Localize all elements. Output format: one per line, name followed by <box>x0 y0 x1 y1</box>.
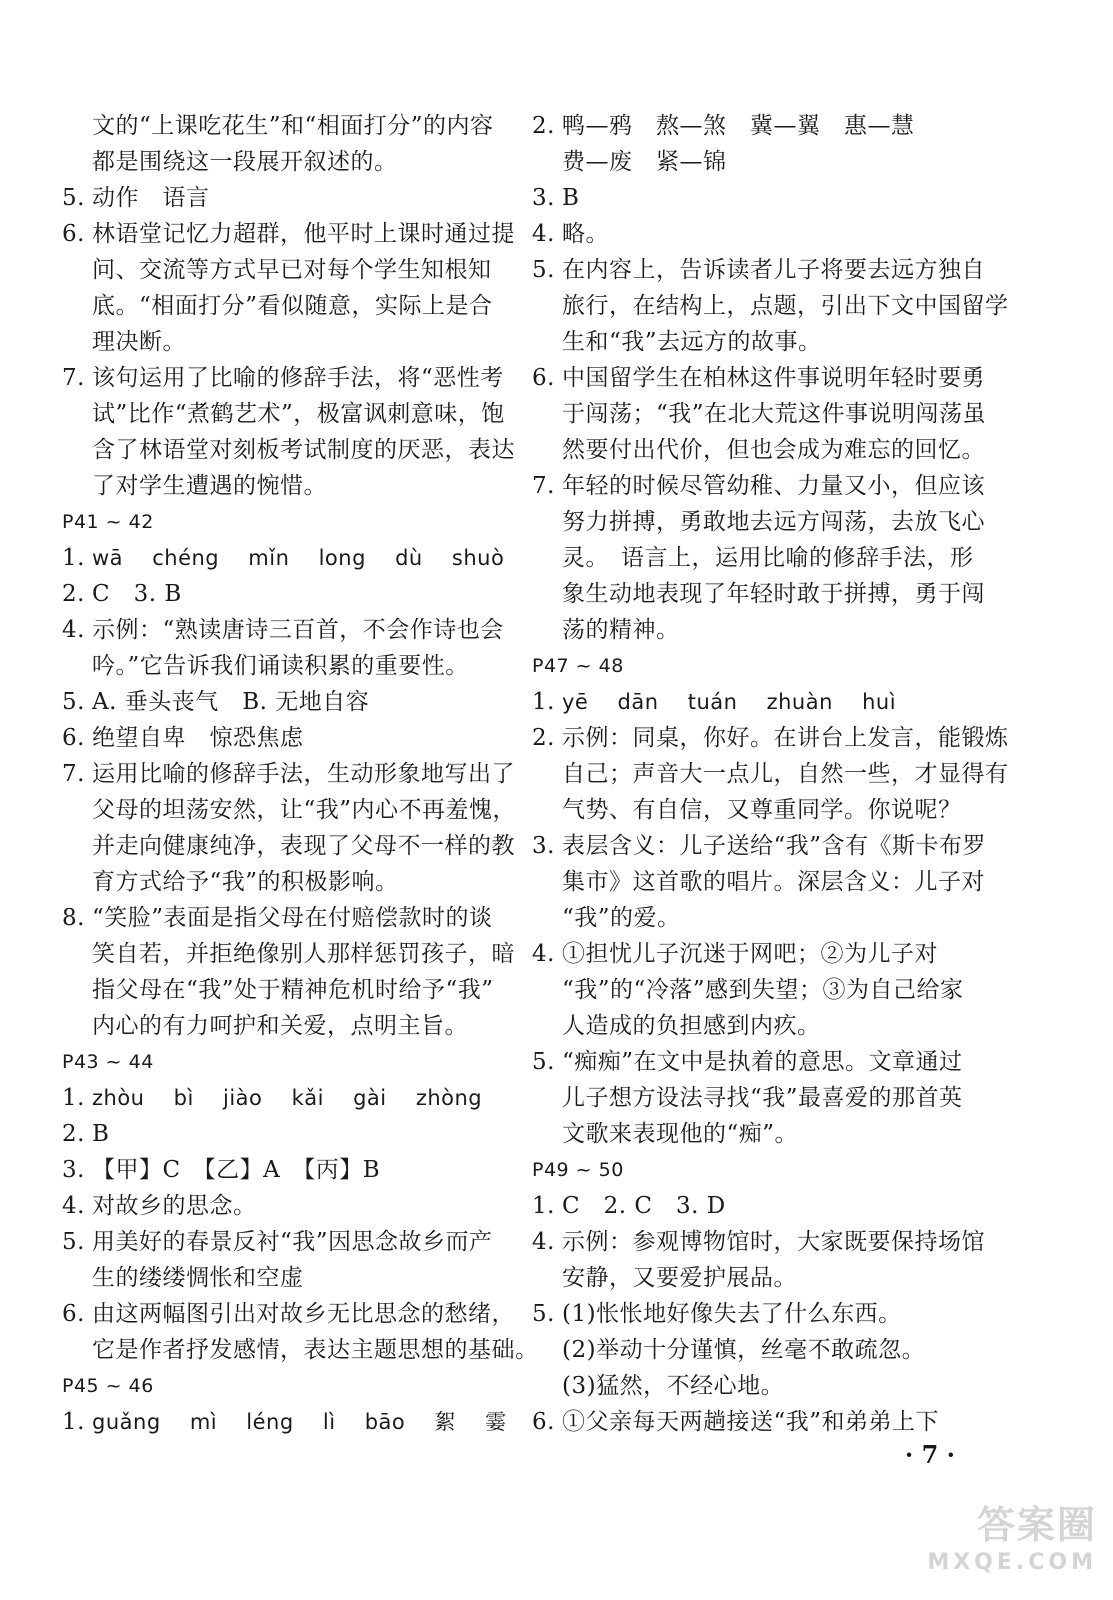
answer-text: wā chéng mǐn long dù shuò <box>92 546 505 570</box>
answer-continuation: 理决断。 <box>92 329 186 355</box>
question-number: 5. <box>532 257 555 283</box>
answer-item <box>532 828 987 864</box>
answer-text: A. 垂头丧气 B. 无地自容 <box>92 689 370 715</box>
question-number: 5. <box>62 1229 85 1255</box>
question-number: 4. <box>62 1193 85 1219</box>
left-column <box>62 108 539 1440</box>
answer-text: guǎng mì léng lì bāo 絮 霎 <box>92 1410 507 1434</box>
answer-item <box>532 252 985 288</box>
question-number: 2. <box>532 113 555 139</box>
question-number: 1. <box>62 545 85 571</box>
section-heading: P45 ~ 46 <box>62 1375 154 1397</box>
question-number: 6. <box>62 725 85 751</box>
answer-item <box>62 900 522 936</box>
question-number: 5. <box>62 185 85 211</box>
answer-continuation: 试”比作“煮鹤艺术”，极富讽刺意味，饱 <box>92 401 505 427</box>
watermark-sub: MXQE.COM <box>927 1550 1097 1575</box>
question-number: 6. <box>62 1301 85 1327</box>
answer-continuation: “我”的爱。 <box>562 905 681 931</box>
answer-continuation: 集市》这首歌的唱片。深层含义：儿子对 <box>562 869 985 895</box>
question-number: 1. <box>62 1409 85 1435</box>
question-number: 2. <box>62 581 85 607</box>
section-heading: P47 ~ 48 <box>532 655 624 677</box>
answer-text: “笑脸”表面是指父母在付赔偿款时的谈 <box>92 905 493 931</box>
page-number: · 7 · <box>904 1440 955 1469</box>
question-number: 7. <box>62 761 85 787</box>
answer-item <box>62 684 522 720</box>
answer-item <box>532 360 985 396</box>
answer-item <box>532 1188 972 1224</box>
answer-item <box>62 1188 522 1224</box>
answer-continuation: 灵。 语言上，运用比喻的修辞手法，形 <box>562 545 974 571</box>
answer-text: ①父亲每天两趟接送“我”和弟弟上下 <box>562 1409 940 1435</box>
answer-item <box>532 720 1009 756</box>
answer-continuation: 它是作者抒发感情，表达主题思想的基础。 <box>92 1337 539 1363</box>
question-number: 2. <box>532 725 555 751</box>
answer-continuation: 都是围绕这一段展开叙述的。 <box>92 149 398 175</box>
answer-item <box>62 216 522 252</box>
section-heading: P49 ~ 50 <box>532 1159 624 1181</box>
answer-text: 由这两幅图引出对故乡无比思念的愁绪， <box>92 1301 515 1327</box>
answer-continuation: 自己；声音大一点儿，自然一些，才显得有 <box>562 761 1009 787</box>
answer-text: yē dān tuán zhuàn huì <box>562 690 897 714</box>
answer-continuation: 笑自若，并拒绝像别人那样惩罚孩子，暗 <box>92 941 515 967</box>
answer-continuation: 底。“相面打分”看似随意，实际上是合 <box>92 293 493 319</box>
answer-text: 该句运用了比喻的修辞手法，将“恶性考 <box>92 365 504 391</box>
answer-text: 略。 <box>562 221 609 247</box>
answer-text: 鸭—鸦 熬—煞 冀—翼 惠—慧 <box>562 113 915 139</box>
question-number: 3. <box>62 1157 85 1183</box>
answer-text: zhòu bì jiào kǎi gài zhòng <box>92 1086 483 1110</box>
answer-text: C 3. B <box>92 581 182 607</box>
answer-item <box>62 1152 522 1188</box>
pinyin-answer <box>62 540 522 576</box>
answer-item <box>62 1116 522 1152</box>
question-number: 3. <box>532 185 555 211</box>
answer-continuation: 指父母在“我”处于精神危机时给予“我” <box>92 977 494 1003</box>
answer-item <box>62 756 522 792</box>
answer-continuation: 并走向健康纯净，表现了父母不一样的教 <box>92 833 515 859</box>
question-number: 6. <box>62 221 85 247</box>
answer-continuation: 育方式给予“我”的积极影响。 <box>92 869 399 895</box>
question-number: 4. <box>532 1229 555 1255</box>
question-number: 1. <box>62 1085 85 1111</box>
answer-item <box>532 1296 972 1332</box>
answer-text: 用美好的春景反衬“我”因思念故乡而产 <box>92 1229 493 1255</box>
answer-continuation: 象生动地表现了年轻时敢于拼搏，勇于闯 <box>562 581 985 607</box>
question-number: 2. <box>62 1121 85 1147</box>
answer-continuation: 内心的有力呵护和关爱，点明主旨。 <box>92 1013 468 1039</box>
section-heading: P41 ~ 42 <box>62 511 154 533</box>
question-number: 8. <box>62 905 85 931</box>
answer-continuation: 生和“我”去远方的故事。 <box>562 329 822 355</box>
answer-continuation: 于闯荡；“我”在北大荒这件事说明闯荡虽 <box>562 401 987 427</box>
answer-item <box>532 1224 985 1260</box>
watermark-logo <box>927 1503 1097 1582</box>
question-number: 7. <box>62 365 85 391</box>
answer-text: 运用比喻的修辞手法，生动形象地写出了 <box>92 761 515 787</box>
question-number: 6. <box>532 365 555 391</box>
answer-item <box>532 1404 972 1440</box>
question-number: 5. <box>532 1301 555 1327</box>
section-heading: P43 ~ 44 <box>62 1051 154 1073</box>
answer-item <box>532 468 985 504</box>
answer-item <box>532 936 972 972</box>
question-number: 1. <box>532 689 555 715</box>
answer-continuation: 气势、有自信，又尊重同学。你说呢？ <box>562 797 962 823</box>
answer-continuation: 生的缕缕惆怅和空虚 <box>92 1265 304 1291</box>
answer-continuation: 人造成的负担感到内疚。 <box>562 1013 821 1039</box>
question-number: 4. <box>532 221 555 247</box>
pinyin-answer <box>532 684 972 720</box>
answer-item <box>532 216 972 252</box>
answer-continuation: 文歌来表现他的“痴”。 <box>562 1121 799 1147</box>
answer-text: 对故乡的思念。 <box>92 1193 257 1219</box>
answer-text: B <box>92 1121 110 1147</box>
answer-item <box>62 612 522 648</box>
answer-text: “痴痴”在文中是执着的意思。文章通过 <box>562 1049 963 1075</box>
answer-continuation: (3)猛然，不经心地。 <box>562 1373 785 1399</box>
question-number: 4. <box>532 941 555 967</box>
answer-text: 示例：“熟读唐诗三百首，不会作诗也会 <box>92 617 504 643</box>
answer-item <box>532 1044 972 1080</box>
answer-continuation: (2)举动十分谨慎，丝毫不敢疏忽。 <box>562 1337 926 1363</box>
question-number: 4. <box>62 617 85 643</box>
answer-text: 表层含义：儿子送给“我”含有《斯卡布罗 <box>562 833 987 859</box>
answer-continuation: 荡的精神。 <box>562 617 680 643</box>
pinyin-answer <box>62 1080 522 1116</box>
answer-continuation: 安静，又要爱护展品。 <box>562 1265 797 1291</box>
answer-text: 年轻的时候尽管幼稚、力量又小，但应该 <box>562 473 985 499</box>
answer-item <box>62 720 522 756</box>
answer-item <box>532 108 972 144</box>
answer-continuation: 然要付出代价，但也会成为难忘的回忆。 <box>562 437 985 463</box>
answer-text: (1)怅怅地好像失去了什么东西。 <box>562 1301 902 1327</box>
answer-continuation: 了对学生遭遇的惋惜。 <box>92 473 327 499</box>
answer-text: B <box>562 185 580 211</box>
answer-continuation: 含了林语堂对刻板考试制度的厌恶，表达 <box>92 437 515 463</box>
question-number: 1. <box>532 1193 555 1219</box>
answer-text: 动作 语言 <box>92 185 210 211</box>
answer-continuation: 努力拼搏，勇敢地去远方闯荡，去放飞心 <box>562 509 985 535</box>
answer-continuation: 文的“上课吃花生”和“相面打分”的内容 <box>92 113 494 139</box>
answer-item <box>62 180 522 216</box>
answer-text: ①担忧儿子沉迷于网吧；②为儿子对 <box>562 941 938 967</box>
answer-continuation: 儿子想方设法寻找“我”最喜爱的那首英 <box>562 1085 963 1111</box>
answer-continuation: 吟。”它告诉我们诵读积累的重要性。 <box>92 653 469 679</box>
answer-item <box>62 1296 522 1332</box>
question-number: 5. <box>532 1049 555 1075</box>
answer-continuation: 问、交流等方式早已对每个学生知根知 <box>92 257 492 283</box>
answer-continuation: 父母的坦荡安然，让“我”内心不再羞愧， <box>92 797 517 823</box>
question-number: 3. <box>532 833 555 859</box>
watermark-main: 答案圈 <box>976 1503 1097 1547</box>
answer-text: C 2. C 3. D <box>562 1193 726 1219</box>
answer-text: 示例：参观博物馆时，大家既要保持场馆 <box>562 1229 985 1255</box>
answer-text: 中国留学生在柏林这件事说明年轻时要勇 <box>562 365 985 391</box>
answer-item <box>532 180 972 216</box>
answer-text: 【甲】C 【乙】A 【丙】B <box>92 1157 381 1183</box>
answer-continuation: “我”的“冷落”感到失望；③为自己给家 <box>562 977 964 1003</box>
answer-item <box>62 1224 522 1260</box>
pinyin-answer <box>62 1404 522 1440</box>
answer-item <box>62 360 522 396</box>
answer-text: 绝望自卑 惊恐焦虑 <box>92 725 304 751</box>
question-number: 7. <box>532 473 555 499</box>
question-number: 6. <box>532 1409 555 1435</box>
answer-continuation: 旅行，在结构上，点题，引出下文中国留学 <box>562 293 1009 319</box>
answer-text: 林语堂记忆力超群，他平时上课时通过提 <box>92 221 515 247</box>
answer-continuation: 费—废 紧—锦 <box>562 149 727 175</box>
answer-text: 示例：同桌，你好。在讲台上发言，能锻炼 <box>562 725 1009 751</box>
question-number: 5. <box>62 689 85 715</box>
answer-text: 在内容上，告诉读者儿子将要去远方独自 <box>562 257 985 283</box>
answer-item <box>62 576 522 612</box>
right-column <box>532 108 1009 1440</box>
